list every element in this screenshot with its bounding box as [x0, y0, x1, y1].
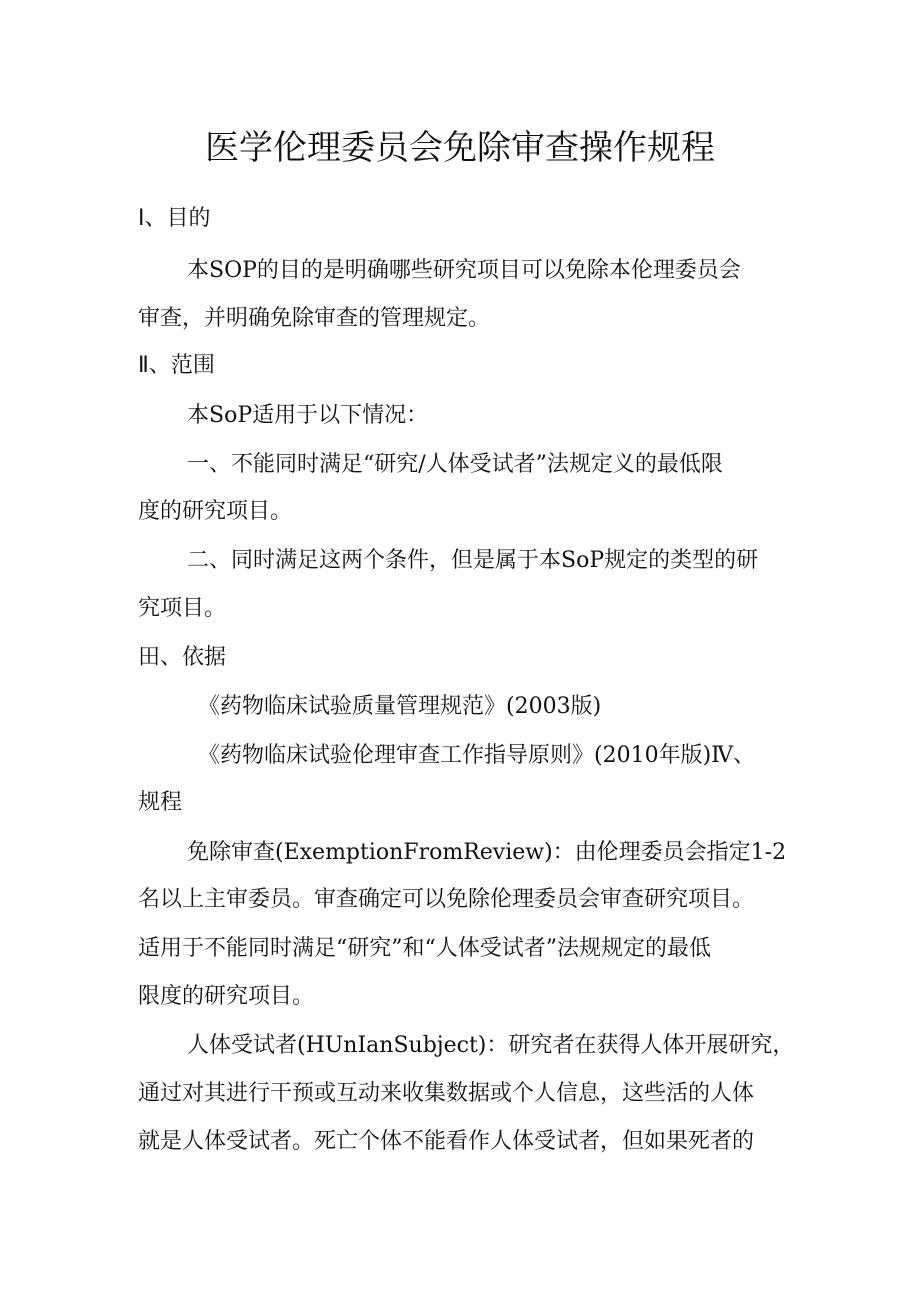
paragraph-line: 一、不能同时满足“研究/人体受试者”法规定义的最低限 — [187, 452, 723, 477]
section-heading-basis: 田、依据 — [138, 645, 227, 670]
paragraph-line: 审查，并明确免除审查的管理规定。 — [138, 306, 491, 331]
paragraph-line: 免除审查(ExemptionFromReview)：由伦理委员会指定1-2 — [187, 840, 787, 865]
paragraph-line: 通过对其进行干预或互动来收集数据或个人信息，这些活的人体 — [138, 1081, 755, 1106]
paragraph-line: 限度的研究项目。 — [138, 984, 315, 1009]
paragraph-line: 度的研究项目。 — [138, 499, 293, 524]
section-heading-purpose: Ⅰ、目的 — [138, 206, 211, 231]
reference-line: 《药物临床试验质量管理规范》(2003版) — [198, 694, 602, 719]
paragraph-line: 本SOP的目的是明确哪些研究项目可以免除本伦理委员会 — [187, 258, 741, 283]
section-heading-procedure: 规程 — [138, 790, 183, 815]
paragraph-line: 名以上主审委员。审查确定可以免除伦理委员会审查研究项目。 — [138, 887, 755, 912]
paragraph-line: 人体受试者(HUnIanSubject)：研究者在获得人体开展研究， — [187, 1033, 795, 1058]
paragraph-line: 就是人体受试者。死亡个体不能看作人体受试者，但如果死者的 — [138, 1129, 755, 1154]
paragraph-line: 本SoP适用于以下情况： — [187, 403, 429, 428]
paragraph-line: 二、同时满足这两个条件，但是属于本SoP规定的类型的研 — [187, 548, 759, 573]
reference-line: 《药物临床试验伦理审查工作指导原则》(2010年版)Ⅳ、 — [198, 743, 756, 768]
paragraph-line: 究项目。 — [138, 596, 227, 621]
paragraph-line: 适用于不能同时满足“研究”和“人体受试者”法规规定的最低 — [138, 936, 711, 961]
document-title: 医学伦理委员会免除审查操作规程 — [205, 128, 715, 168]
section-heading-scope: Ⅱ、范围 — [138, 353, 215, 378]
